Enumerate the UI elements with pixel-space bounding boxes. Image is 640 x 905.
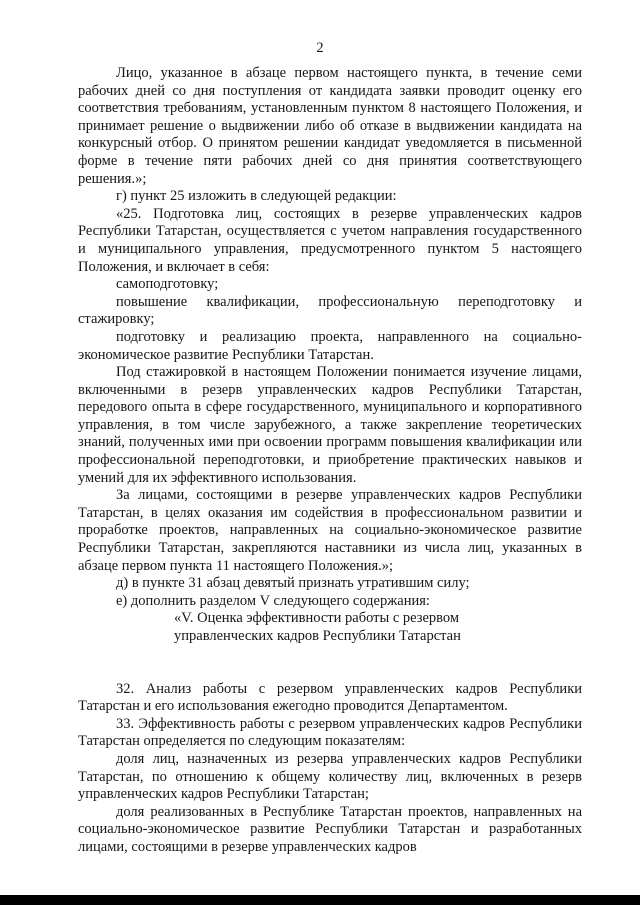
paragraph-point-33: 33. Эффективность работы с резервом управленческих кадров Республики Татарстан определяется по следующим показателям: (78, 715, 582, 750)
paragraph-self-preparation: самоподготовку; (116, 276, 219, 293)
section-heading (78, 610, 582, 645)
paragraph-mentors: За лицами, состоящими в резерве управленческих кадров Республики Татарстан, в целях оказания им содействия в профессиональном развитии и проработке проектов, направленных на социально-экономическое развитие Республики Татарстан, закрепляются наставники из числа лиц, указанных в абзаце первом пункта 11 настоящего Положения.»; (78, 487, 582, 574)
section-spacer (78, 646, 582, 681)
paragraph-project: подготовку и реализацию проекта, направленного на социально-экономическое развитие Республики Татарстан. (78, 328, 582, 363)
paragraph-candidate-assessment: Лицо, указанное в абзаце первом настоящего пункта, в течение семи рабочих дней со дня поступления от кандидата заявки проводит оценку его соответствия требованиям, установленным пунктом 8 настоящего Положения, и принимает решение о выдвижении либо об отказе в выдвижении кандидата на конкурсный отбор. О принятом решении кандидат уведомляется в письменной форме в течение пяти рабочих дней со дня принятия соответствующего решения.»; (78, 65, 582, 187)
page-number: 2 (316, 40, 324, 56)
paragraph-share-projects: доля реализованных в Республике Татарстан проектов, направленных на социально-экономическое развитие Республики Татарстан и разработанных лицами, состоящими в резерве управленческих кадров (78, 803, 582, 855)
paragraph-qualification: повышение квалификации, профессиональную переподготовку и стажировку; (78, 293, 582, 328)
paragraph-share-appointed: доля лиц, назначенных из резерва управленческих кадров Республики Татарстан, по отношению к общему количеству лиц, включенных в резерв управленческих кадров Республики Татарстан; (78, 750, 582, 803)
scan-bottom-border (0, 895, 640, 905)
section-heading-line-2: управленческих кадров Республики Татарстан (174, 628, 461, 644)
paragraph-internship: Под стажировкой в настоящем Положении понимается изучение лицами, включенными в резерв управленческих кадров Республики Татарстан, передового опыта в сфере государственного, муниципального и корпоративного управления, в том числе зарубежного, а также закрепление теоретических знаний, полученных ими при освоении программ повышения квалификации или профессиональной переподготовки, и приобретение практических навыков и умений для их эффективного использования. (78, 364, 582, 486)
paragraph-point-25: «25. Подготовка лиц, состоящих в резерве управленческих кадров Республики Татарстан, осуществляется с учетом направления государственного и муниципального управления, предусмотренного пунктом 5 настоящего Положения, и включает в себя: (78, 205, 582, 275)
document-body (78, 65, 582, 857)
paragraph-point-32: 32. Анализ работы с резервом управленческих кадров Республики Татарстан и его использования ежегодно проводится Департаментом. (78, 680, 582, 715)
paragraph-item-g: г) пункт 25 изложить в следующей редакции: (116, 188, 397, 205)
paragraph-item-e: е) дополнить разделом V следующего содержания: (116, 592, 430, 609)
paragraph-item-d: д) в пункте 31 абзац девятый признать утратившим силу; (116, 575, 470, 592)
section-heading-line-1: «V. Оценка эффективности работы с резервом (174, 610, 460, 627)
